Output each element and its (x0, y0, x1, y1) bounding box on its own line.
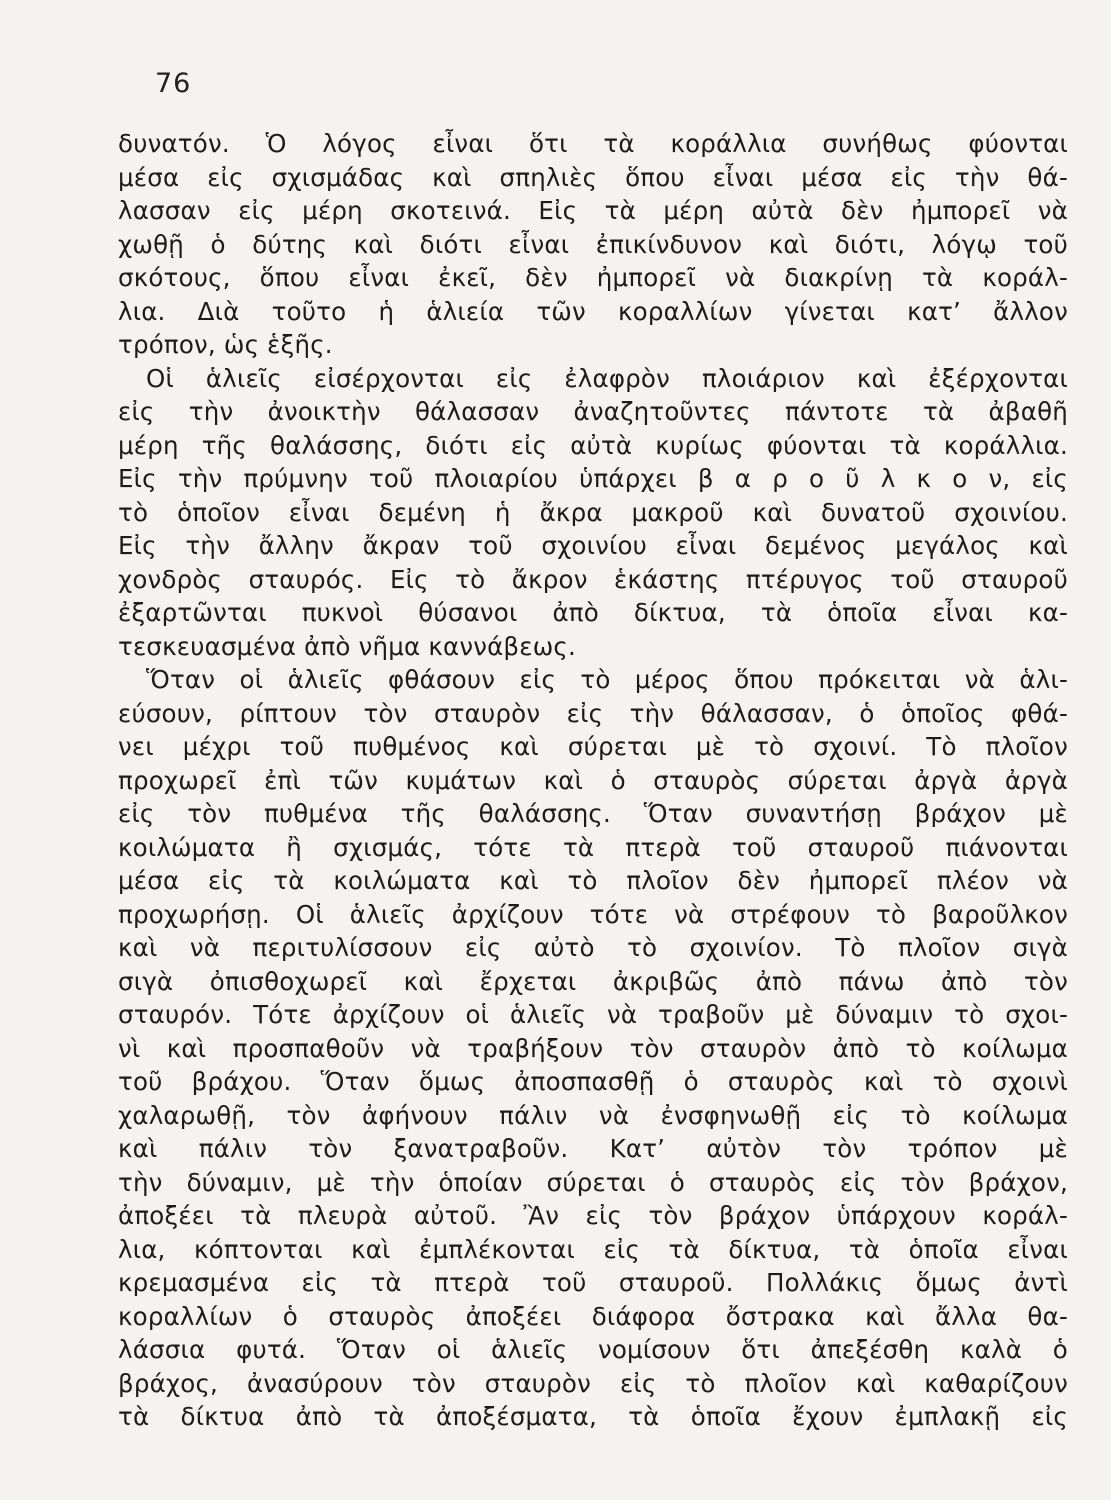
text-line: βράχος, ἀνασύρουν τὸν σταυρὸν εἰς τὸ πλοῖον καὶ καθαρίζουν (118, 1368, 1068, 1398)
text-line: Εἰς τὴν πρύμνην τοῦ πλοιαρίου ὑπάρχει β α ρ ο ῦ λ κ ο ν, εἰς (118, 464, 1068, 493)
text-line: εἰς τὴν ἀνοικτὴν θάλασσαν ἀναζητοῦντες πάντοτε τὰ ἀβαθῆ (118, 397, 1068, 426)
text-line: λασσαν εἰς μέρη σκοτεινά. Εἰς τὰ μέρη αὐτὰ δὲν ἠμπορεῖ νὰ (118, 196, 1068, 225)
text-line: μέσα εἰς σχισμάδας καὶ σπηλιὲς ὅπου εἶναι μέσα εἰς τὴν θά- (118, 162, 1068, 192)
text-line: κοιλώματα ἢ σχισμάς, τότε τὰ πτερὰ τοῦ σταυροῦ πιάνονται (118, 832, 1068, 862)
text-line: κοραλλίων ὁ σταυρὸς ἀποξέει διάφορα ὄστρακα καὶ ἄλλα θα- (118, 1301, 1068, 1331)
text-line: λάσσια φυτά. Ὅταν οἱ ἁλιεῖς νομίσουν ὅτι ἀπεξέσθη καλὰ ὁ (118, 1335, 1068, 1364)
text-line: τεσκευασμένα ἀπὸ νῆμα καννάβεως. (118, 631, 576, 661)
text-line: τὰ δίκτυα ἀπὸ τὰ ἀποξέσματα, τὰ ὁποῖα ἔχουν ἐμπλακῇ εἰς (118, 1402, 1068, 1431)
text-line: ἀποξέει τὰ πλευρὰ αὐτοῦ. Ἂν εἰς τὸν βράχον ὑπάρχουν κοράλ- (118, 1201, 1068, 1230)
text-line: ἐξαρτῶνται πυκνοὶ θύσανοι ἀπὸ δίκτυα, τὰ ὁποῖα εἶναι κα- (118, 598, 1068, 627)
page-number: 76 (155, 68, 192, 99)
text-line: νει μέχρι τοῦ πυθμένος καὶ σύρεται μὲ τὸ σχοινί. Τὸ πλοῖον (118, 732, 1068, 761)
text-line: τοῦ βράχου. Ὅταν ὅμως ἀποσπασθῇ ὁ σταυρὸς καὶ τὸ σχοινὶ (118, 1067, 1068, 1096)
text-line: χονδρὸς σταυρός. Εἰς τὸ ἄκρον ἑκάστης πτέρυγος τοῦ σταυροῦ (118, 564, 1068, 594)
text-line: τρόπον, ὡς ἑξῆς. (118, 330, 333, 359)
text-line: μέσα εἰς τὰ κοιλώματα καὶ τὸ πλοῖον δὲν ἠμπορεῖ πλέον νὰ (118, 866, 1068, 895)
text-line: Οἱ ἁλιεῖς εἰσέρχονται εἰς ἐλαφρὸν πλοιάριον καὶ ἐξέρχονται (146, 363, 1068, 393)
text-line: τὸ ὁποῖον εἶναι δεμένη ἡ ἄκρα μακροῦ καὶ δυνατοῦ σχοινίου. (118, 497, 1068, 527)
text-line: λια. Διὰ τοῦτο ἡ ἁλιεία τῶν κοραλλίων γίνεται κατ’ ἄλλον (118, 296, 1068, 326)
text-line: καὶ νὰ περιτυλίσσουν εἰς αὐτὸ τὸ σχοινίον. Τὸ πλοῖον σιγὰ (118, 933, 1068, 962)
text-line: μέρη τῆς θαλάσσης, διότι εἰς αὐτὰ κυρίως φύονται τὰ κοράλλια. (118, 430, 1068, 460)
text-line: εἰς τὸν πυθμένα τῆς θαλάσσης. Ὅταν συναντήσῃ βράχον μὲ (118, 799, 1068, 828)
text-line: σκότους, ὅπου εἶναι ἐκεῖ, δὲν ἠμπορεῖ νὰ διακρίνῃ τὰ κοράλ- (118, 263, 1068, 292)
text-line: καὶ πάλιν τὸν ξανατραβοῦν. Κατ’ αὐτὸν τὸν τρόπον μὲ (118, 1134, 1068, 1163)
text-line: χωθῇ ὁ δύτης καὶ διότι εἶναι ἐπικίνδυνον καὶ διότι, λόγῳ τοῦ (118, 229, 1068, 259)
text-line: δυνατόν. Ὁ λόγος εἶναι ὅτι τὰ κοράλλια συνήθως φύονται (118, 129, 1068, 158)
text-line: λια, κόπτονται καὶ ἐμπλέκονται εἰς τὰ δίκτυα, τὰ ὁποῖα εἶναι (118, 1234, 1068, 1264)
text-line: Ὅταν οἱ ἁλιεῖς φθάσουν εἰς τὸ μέρος ὅπου πρόκειται νὰ ἁλι- (146, 665, 1068, 694)
text-line: σταυρόν. Τότε ἀρχίζουν οἱ ἁλιεῖς νὰ τραβοῦν μὲ δύναμιν τὸ σχοι- (118, 1000, 1068, 1029)
text-line: κρεμασμένα εἰς τὰ πτερὰ τοῦ σταυροῦ. Πολλάκις ὅμως ἀντὶ (118, 1268, 1068, 1297)
text-line: σιγὰ ὀπισθοχωρεῖ καὶ ἔρχεται ἀκριβῶς ἀπὸ πάνω ἀπὸ τὸν (118, 966, 1068, 996)
text-line: τὴν δύναμιν, μὲ τὴν ὁποίαν σύρεται ὁ σταυρὸς εἰς τὸν βράχον, (118, 1167, 1068, 1197)
text-line: εύσουν, ρίπτουν τὸν σταυρὸν εἰς τὴν θάλασσαν, ὁ ὁποῖος φθά- (118, 698, 1068, 728)
body-text (118, 127, 1068, 1434)
text-line: προχωρήσῃ. Οἱ ἁλιεῖς ἀρχίζουν τότε νὰ στρέφουν τὸ βαροῦλκον (118, 899, 1068, 929)
text-line: προχωρεῖ ἐπὶ τῶν κυμάτων καὶ ὁ σταυρὸς σύρεται ἀργὰ ἀργὰ (118, 765, 1068, 795)
text-line: Εἰς τὴν ἄλλην ἄκραν τοῦ σχοινίου εἶναι δεμένος μεγάλος καὶ (118, 531, 1068, 560)
text-line: νὶ καὶ προσπαθοῦν νὰ τραβήξουν τὸν σταυρὸν ἀπὸ τὸ κοίλωμα (118, 1033, 1068, 1063)
text-line: χαλαρωθῇ, τὸν ἀφήνουν πάλιν νὰ ἐνσφηνωθῇ εἰς τὸ κοίλωμα (118, 1100, 1068, 1130)
